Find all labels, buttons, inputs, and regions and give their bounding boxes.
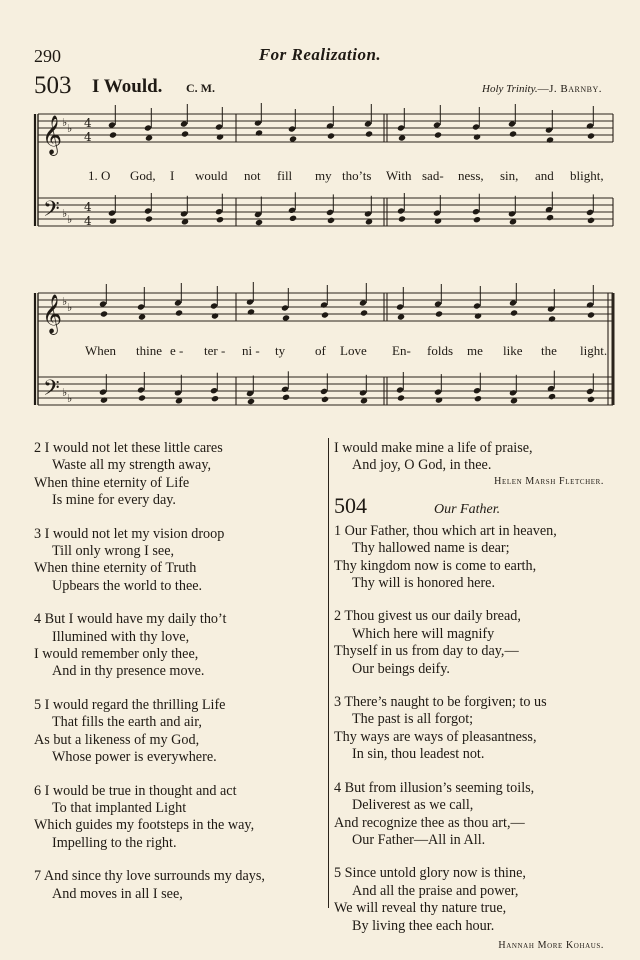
note-head bbox=[255, 219, 263, 226]
verse-line: When thine eternity of Truth bbox=[34, 560, 197, 577]
verse-line: Is mine for every day. bbox=[52, 492, 176, 509]
note-head bbox=[509, 130, 517, 137]
note-head bbox=[216, 216, 224, 223]
hymn-title-503: I Would. bbox=[92, 76, 163, 97]
note-head bbox=[548, 315, 556, 322]
verse-line: 7 And since thy love surrounds my days, bbox=[34, 868, 265, 885]
lyric-syllable: tho’ts bbox=[342, 168, 372, 183]
stanza bbox=[334, 694, 624, 764]
lyric-syllable: would bbox=[195, 168, 228, 183]
verse-line: And joy, O God, in thee. bbox=[352, 457, 492, 474]
note-head bbox=[587, 396, 595, 403]
hymn-meter: C. M. bbox=[186, 81, 215, 95]
note-head bbox=[473, 133, 481, 140]
hymn-title-504: Our Father. bbox=[434, 501, 501, 517]
note-head bbox=[282, 314, 290, 321]
stanza bbox=[334, 608, 624, 678]
lyric-syllable: En- bbox=[392, 343, 411, 358]
verse-line: To that implanted Light bbox=[52, 799, 187, 816]
note-head bbox=[289, 215, 297, 222]
lyric-syllable: the bbox=[541, 343, 557, 358]
verse-line: I would make mine a life of praise, bbox=[334, 440, 533, 456]
author-credit-504: Hannah More Kohaus. bbox=[498, 939, 604, 951]
note-head bbox=[548, 393, 556, 400]
verse-line: 2 Thou givest us our daily bread, bbox=[334, 608, 521, 625]
verse-line: Which guides my footsteps in the way, bbox=[34, 817, 255, 834]
verse-line: Thy kingdom now is come to earth, bbox=[334, 557, 537, 574]
time-signature: 4 bbox=[84, 214, 92, 228]
hymn-header-504 bbox=[334, 493, 624, 519]
stanza bbox=[334, 523, 624, 593]
author-credit-503: Helen Marsh Fletcher. bbox=[494, 475, 604, 487]
stanza bbox=[34, 868, 324, 903]
lyric-syllable: When bbox=[85, 343, 117, 358]
note-head bbox=[255, 129, 263, 136]
stanza-continued bbox=[334, 440, 624, 475]
lyric-syllable: sin, bbox=[500, 168, 519, 183]
note-head bbox=[546, 136, 554, 143]
time-signature: 4 bbox=[84, 200, 92, 214]
note-head bbox=[397, 313, 405, 320]
treble-clef: 𝄞 bbox=[42, 115, 63, 155]
note-head bbox=[181, 130, 189, 137]
verse-line: As but a likeness of my God, bbox=[34, 731, 200, 748]
lyric-syllable: ter - bbox=[204, 343, 226, 358]
stanza bbox=[34, 440, 324, 510]
lyric-syllable: my bbox=[315, 168, 332, 183]
verse-line: By living thee each hour. bbox=[352, 917, 495, 934]
stanza bbox=[34, 611, 324, 681]
column-divider bbox=[328, 438, 329, 908]
hymn-number-504: 504 bbox=[334, 492, 367, 518]
lyric-syllable: With bbox=[386, 168, 412, 183]
verse-line: And moves in all I see, bbox=[52, 885, 183, 902]
note-head bbox=[434, 131, 442, 138]
stanza bbox=[334, 780, 624, 850]
lyric-syllable: light. bbox=[580, 343, 608, 358]
verse-line: Thyself in us from day to day,— bbox=[334, 643, 519, 660]
verse-line: The past is all forgot; bbox=[352, 711, 474, 728]
note-head bbox=[398, 215, 406, 222]
hymn-number-503: 503 bbox=[34, 72, 72, 99]
note-head bbox=[510, 309, 518, 316]
verse-line: Waste all my strength away, bbox=[52, 457, 212, 474]
key-flat: ♭ bbox=[62, 386, 68, 399]
lyric-syllable: not bbox=[244, 168, 261, 183]
key-flat: ♭ bbox=[67, 213, 73, 226]
verse-line: 5 Since untold glory now is thine, bbox=[334, 865, 526, 882]
note-head bbox=[398, 134, 406, 141]
note-head bbox=[175, 309, 183, 316]
note-head bbox=[211, 395, 219, 402]
verse-line: 4 But from illusion’s seeming toils, bbox=[334, 779, 535, 796]
right-column bbox=[334, 440, 624, 957]
verse-line: Whose power is everywhere. bbox=[52, 749, 217, 766]
note-head bbox=[289, 135, 297, 142]
verse-line: And in thy presence move. bbox=[52, 663, 205, 680]
key-flat: ♭ bbox=[67, 301, 73, 314]
verse-line: I would remember only thee, bbox=[34, 646, 199, 663]
lyric-syllable: and bbox=[535, 168, 554, 183]
tune-name: Holy Trinity. bbox=[482, 83, 538, 95]
verse-line: And all the praise and power, bbox=[352, 882, 519, 899]
note-head bbox=[474, 312, 482, 319]
lyric-syllable: sad- bbox=[422, 168, 444, 183]
note-head bbox=[587, 132, 595, 139]
verse-line: In sin, thou leadest not. bbox=[352, 746, 485, 763]
verse-line: Till only wrong I see, bbox=[52, 543, 175, 560]
verse-line: 3 I would not let my vision droop bbox=[34, 525, 225, 542]
verse-line: Thy hallowed name is dear; bbox=[352, 540, 510, 557]
verse-line: Illumined with thy love, bbox=[52, 628, 190, 645]
note-head bbox=[211, 312, 219, 319]
lyric-syllable: Love bbox=[340, 343, 367, 358]
note-head bbox=[321, 311, 329, 318]
verse-line: Thy will is honored here. bbox=[352, 575, 496, 592]
key-flat: ♭ bbox=[67, 122, 73, 135]
note-head bbox=[360, 309, 368, 316]
bass-clef: 𝄢 bbox=[43, 197, 60, 227]
verse-line: 2 I would not let these little cares bbox=[34, 440, 223, 456]
page-number: 290 bbox=[34, 46, 61, 66]
note-head bbox=[473, 216, 481, 223]
lyric-syllable: fill bbox=[277, 168, 293, 183]
verse-line: 3 There’s naught to be forgiven; to us bbox=[334, 694, 547, 711]
verse-line: We will reveal thy nature true, bbox=[334, 900, 507, 917]
note-head bbox=[587, 217, 595, 224]
verse-line: When thine eternity of Life bbox=[34, 474, 190, 491]
lyric-syllable: thine bbox=[136, 343, 162, 358]
lyric-syllable: ni - bbox=[242, 343, 260, 358]
note-head bbox=[216, 133, 224, 140]
note-head bbox=[100, 310, 108, 317]
verse-line: 6 I would be true in thought and act bbox=[34, 782, 237, 799]
note-head bbox=[138, 313, 146, 320]
note-head bbox=[327, 132, 335, 139]
treble-clef: 𝄞 bbox=[42, 294, 63, 334]
left-column bbox=[34, 440, 324, 919]
lyric-syllable: like bbox=[503, 343, 523, 358]
lyric-syllable: ness, bbox=[458, 168, 484, 183]
verse-line: Deliverest as we call, bbox=[352, 797, 474, 814]
verse-line: 5 I would regard the thrilling Life bbox=[34, 696, 226, 713]
lyric-syllable: blight, bbox=[570, 168, 604, 183]
key-flat: ♭ bbox=[62, 116, 68, 129]
key-flat: ♭ bbox=[67, 392, 73, 405]
lyric-syllable: of bbox=[315, 343, 326, 358]
verse-line: 1 Our Father, thou which art in heaven, bbox=[334, 522, 557, 539]
time-signature: 4 bbox=[84, 116, 92, 130]
note-head bbox=[282, 394, 290, 401]
note-head bbox=[546, 214, 554, 221]
verse-line: Our beings deify. bbox=[352, 660, 450, 677]
lyric-syllable: ty bbox=[275, 343, 286, 358]
stanza bbox=[34, 526, 324, 596]
note-head bbox=[321, 396, 329, 403]
verse-line: Impelling to the right. bbox=[52, 834, 177, 851]
note-head bbox=[138, 394, 146, 401]
note-head bbox=[435, 310, 443, 317]
verse-line: That fills the earth and air, bbox=[52, 714, 202, 731]
verse-line: And recognize thee as thou art,— bbox=[334, 814, 525, 831]
key-flat: ♭ bbox=[62, 207, 68, 220]
tune-composer: —J. Barnby. bbox=[537, 83, 602, 95]
note-head bbox=[474, 395, 482, 402]
note-head bbox=[145, 215, 153, 222]
note-head bbox=[109, 131, 117, 138]
lyric-syllable: e - bbox=[170, 343, 184, 358]
stanza bbox=[34, 783, 324, 853]
verse-line: Thy ways are ways of pleasantness, bbox=[334, 728, 537, 745]
note-head bbox=[247, 308, 255, 315]
key-flat: ♭ bbox=[62, 295, 68, 308]
lyric-syllable: I bbox=[170, 168, 175, 183]
running-head: For Realization. bbox=[258, 45, 382, 64]
note-head bbox=[397, 394, 405, 401]
note-head bbox=[587, 311, 595, 318]
lyric-syllable: God, bbox=[130, 168, 156, 183]
bass-clef: 𝄢 bbox=[43, 376, 60, 406]
note-head bbox=[247, 398, 255, 405]
note-head bbox=[145, 134, 153, 141]
lyric-syllable: folds bbox=[427, 343, 453, 358]
stanza bbox=[334, 865, 624, 935]
music-score bbox=[0, 0, 640, 430]
verse-line: 4 But I would have my daily tho’t bbox=[34, 611, 227, 628]
note-head bbox=[365, 130, 373, 137]
time-signature: 4 bbox=[84, 130, 92, 144]
verse-line: Upbears the world to thee. bbox=[52, 577, 203, 594]
stanza bbox=[34, 697, 324, 767]
verse-line: Our Father—All in All. bbox=[352, 831, 486, 848]
note-head bbox=[327, 217, 335, 224]
verse-line: Which here will magnify bbox=[352, 625, 495, 642]
lyric-syllable: me bbox=[467, 343, 483, 358]
lyric-syllable: 1. O bbox=[88, 168, 111, 183]
